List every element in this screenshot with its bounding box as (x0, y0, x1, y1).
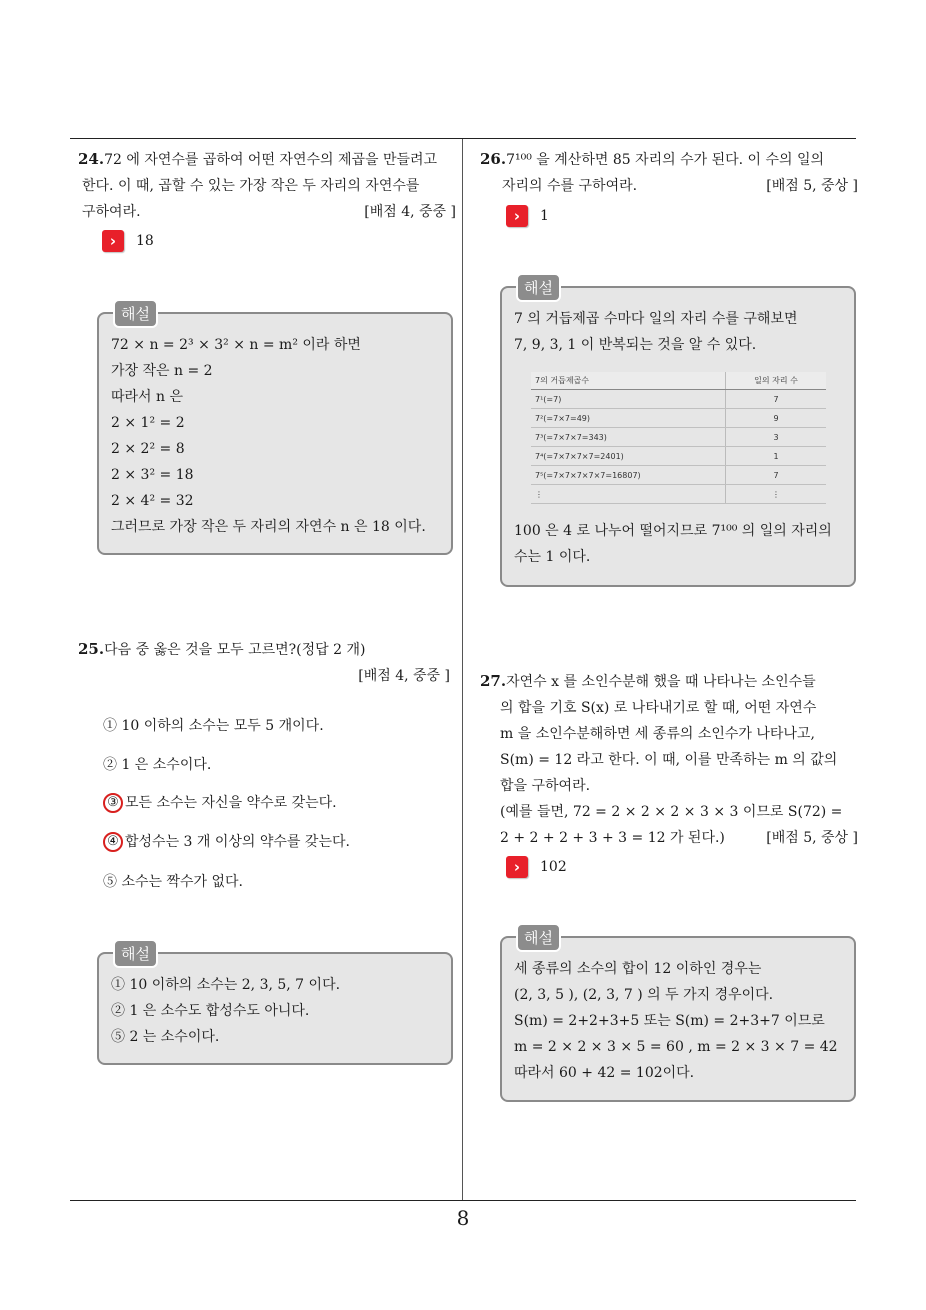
table-header: 일의 자리 수 (726, 372, 827, 390)
explanation-line: 따라서 n 은 (111, 389, 184, 405)
explanation-label: 해설 (516, 923, 561, 952)
powers-table (531, 372, 826, 504)
top-rule (70, 138, 856, 139)
choice-mark: ① (103, 718, 117, 734)
explanation-line: (2, 3, 5 ), (2, 3, 7 ) 의 두 가지 경우이다. (514, 987, 774, 1003)
question-24 (78, 146, 456, 225)
explanation-box-26 (500, 279, 856, 587)
choice-3[interactable] (103, 793, 337, 813)
explanation-line: 2 × 2² = 8 (111, 441, 185, 457)
explanation-line: 7 의 거듭제곱 수마다 일의 자리 수를 구해보면 (514, 311, 798, 327)
choice-text: 합성수는 3 개 이상의 약수를 갖는다. (125, 834, 350, 850)
choice-mark: ⑤ (103, 874, 117, 890)
explanation-line: ② 1 은 소수도 합성수도 아니다. (111, 1003, 310, 1019)
explanation-line: 따라서 60 + 42 = 102이다. (514, 1065, 695, 1081)
question-line: S(m) = 12 라고 한다. 이 때, 이를 만족하는 m 의 값의 (500, 752, 838, 768)
table-cell: 7²(=7×7=49) (531, 409, 726, 428)
choice-1[interactable] (103, 716, 324, 736)
table-cell: 7³(=7×7×7=343) (531, 428, 726, 447)
question-number: 26. (480, 150, 507, 168)
explanation-line: 가장 작은 n = 2 (111, 363, 213, 379)
chevron-right-icon: › (506, 205, 528, 227)
choice-text: 모든 소수는 자신을 약수로 갖는다. (125, 795, 337, 811)
explanation-line: 2 × 1² = 2 (111, 415, 185, 431)
table-row (531, 409, 826, 428)
answer-26 (506, 205, 549, 227)
question-line: 72 에 자연수를 곱하여 어떤 자연수의 제곱을 만들려고 (104, 152, 438, 168)
column-divider (462, 139, 463, 1201)
choice-4[interactable] (103, 832, 350, 852)
score: [배점 5, 중상 ] (766, 830, 858, 846)
table-cell: ⋮ (531, 485, 726, 504)
question-line: 7¹⁰⁰ 을 계산하면 85 자리의 수가 된다. 이 수의 일의 (506, 152, 825, 168)
choice-mark: ② (103, 757, 117, 773)
question-line: 의 합을 기호 S(x) 로 나타내기로 할 때, 어떤 자연수 (500, 700, 817, 716)
choice-5[interactable] (103, 872, 243, 892)
question-line: 자리의 수를 구하여라. (502, 178, 638, 194)
question-line: m 을 소인수분해하면 세 종류의 소인수가 나타나고, (500, 726, 815, 742)
table-row (531, 485, 826, 504)
explanation-line: 100 은 4 로 나누어 떨어지므로 7¹⁰⁰ 의 일의 자리의 (514, 523, 832, 539)
explanation-label: 해설 (113, 299, 158, 328)
answer-value: 102 (540, 859, 567, 875)
choice-text: 소수는 짝수가 없다. (121, 874, 243, 890)
question-line: 다음 중 옳은 것을 모두 고르면?(정답 2 개) (104, 642, 366, 658)
question-line: 2 + 2 + 2 + 3 + 3 = 12 가 된다.) (500, 830, 725, 846)
explanation-line: ① 10 이하의 소수는 2, 3, 5, 7 이다. (111, 977, 341, 993)
score: [배점 4, 중중 ] (364, 204, 456, 220)
explanation-line: 수는 1 이다. (514, 549, 591, 565)
table-cell: 7 (726, 466, 827, 485)
choice-text: 10 이하의 소수는 모두 5 개이다. (121, 718, 324, 734)
answer-value: 18 (136, 233, 154, 249)
table-cell: 7⁵(=7×7×7×7×7=16807) (531, 466, 726, 485)
selected-circle-mark: ③ (103, 793, 123, 813)
question-number: 27. (480, 672, 507, 690)
bottom-rule (70, 1200, 856, 1201)
question-line: (예를 들면, 72 = 2 × 2 × 2 × 3 × 3 이므로 S(72) = (500, 804, 843, 820)
choice-text: 1 은 소수이다. (121, 757, 212, 773)
answer-27 (506, 856, 567, 878)
page-number: 8 (456, 1206, 470, 1230)
chevron-right-icon: › (506, 856, 528, 878)
explanation-label: 해설 (516, 273, 561, 302)
table-cell: 7⁴(=7×7×7×7=2401) (531, 447, 726, 466)
table-cell: ⋮ (726, 485, 827, 504)
score: [배점 5, 중상 ] (766, 178, 858, 194)
question-25 (78, 636, 450, 689)
question-27 (480, 668, 858, 851)
question-number: 25. (78, 640, 105, 658)
explanation-line: S(m) = 2+2+3+5 또는 S(m) = 2+3+7 이므로 (514, 1013, 825, 1029)
explanation-label: 해설 (113, 939, 158, 968)
table-cell: 1 (726, 447, 827, 466)
table-row (531, 447, 826, 466)
table-header: 7의 거듭제곱수 (531, 372, 726, 390)
answer-24 (102, 230, 154, 252)
table-cell: 3 (726, 428, 827, 447)
score: [배점 4, 중중 ] (358, 668, 450, 684)
question-26 (480, 146, 858, 199)
table-cell: 7¹(=7) (531, 390, 726, 409)
table-row (531, 428, 826, 447)
question-line: 자연수 x 를 소인수분해 했을 때 나타나는 소인수들 (506, 674, 816, 690)
table-row (531, 390, 826, 409)
explanation-line: 그러므로 가장 작은 두 자리의 자연수 n 은 18 이다. (111, 519, 426, 535)
choice-2[interactable] (103, 755, 211, 775)
explanation-line: 72 × n = 2³ × 3² × n = m² 이라 하면 (111, 337, 361, 353)
explanation-box-24 (97, 305, 453, 555)
chevron-right-icon: › (102, 230, 124, 252)
explanation-line: ⑤ 2 는 소수이다. (111, 1029, 220, 1045)
question-line: 구하여라. (82, 204, 141, 220)
table-cell: 9 (726, 409, 827, 428)
explanation-line: m = 2 × 2 × 3 × 5 = 60 , m = 2 × 3 × 7 = 42 (514, 1039, 838, 1055)
question-line: 합을 구하여라. (500, 778, 591, 794)
answer-value: 1 (540, 208, 549, 224)
explanation-line: 7, 9, 3, 1 이 반복되는 것을 알 수 있다. (514, 337, 757, 353)
explanation-box-25 (97, 945, 453, 1065)
question-line: 한다. 이 때, 곱할 수 있는 가장 작은 두 자리의 자연수를 (82, 178, 420, 194)
explanation-line: 2 × 4² = 32 (111, 493, 194, 509)
selected-circle-mark: ④ (103, 832, 123, 852)
question-number: 24. (78, 150, 105, 168)
explanation-line: 2 × 3² = 18 (111, 467, 194, 483)
table-row (531, 466, 826, 485)
explanation-line: 세 종류의 소수의 합이 12 이하인 경우는 (514, 961, 762, 977)
explanation-box-27 (500, 929, 856, 1102)
table-cell: 7 (726, 390, 827, 409)
